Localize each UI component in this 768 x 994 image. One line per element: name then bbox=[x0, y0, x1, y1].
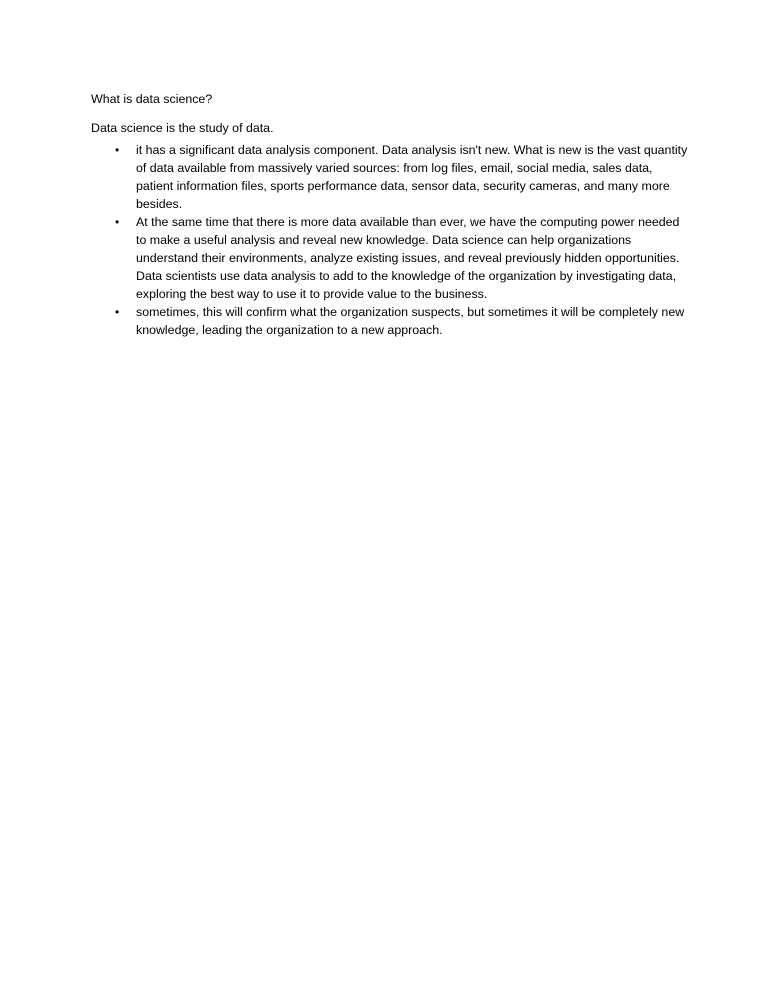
intro-paragraph: Data science is the study of data. bbox=[91, 121, 274, 135]
list-item bbox=[91, 303, 691, 339]
list-item bbox=[91, 213, 691, 303]
list-item-text: sometimes, this will confirm what the organization suspects, but sometimes it will be completely new knowledge, leading the organization to a new approach. bbox=[136, 305, 685, 337]
list-item bbox=[91, 141, 691, 213]
bullet-icon: • bbox=[115, 143, 120, 157]
list-item-text: it has a significant data analysis component. Data analysis isn't new. What is new is the vast quantity of data available from massively varied sources: from log files, email, social media, sales data, patient information files, sports performance data, sensor data, security cameras, and many more besides. bbox=[136, 143, 688, 211]
document-body bbox=[91, 91, 691, 339]
document-heading: What is data science? bbox=[91, 92, 213, 106]
bullet-icon: • bbox=[115, 305, 120, 319]
list-item-text: At the same time that there is more data available than ever, we have the computing power needed to make a useful analysis and reveal new knowledge. Data science can help organizations understand their environments, analyze existing issues, and reveal previously hidden opportunities. Data scientists use data analysis to add to the knowledge of the organization by investigating data, exploring the best way to use it to provide value to the business. bbox=[136, 215, 680, 301]
bullet-icon: • bbox=[115, 215, 120, 229]
bullet-list bbox=[91, 141, 691, 339]
